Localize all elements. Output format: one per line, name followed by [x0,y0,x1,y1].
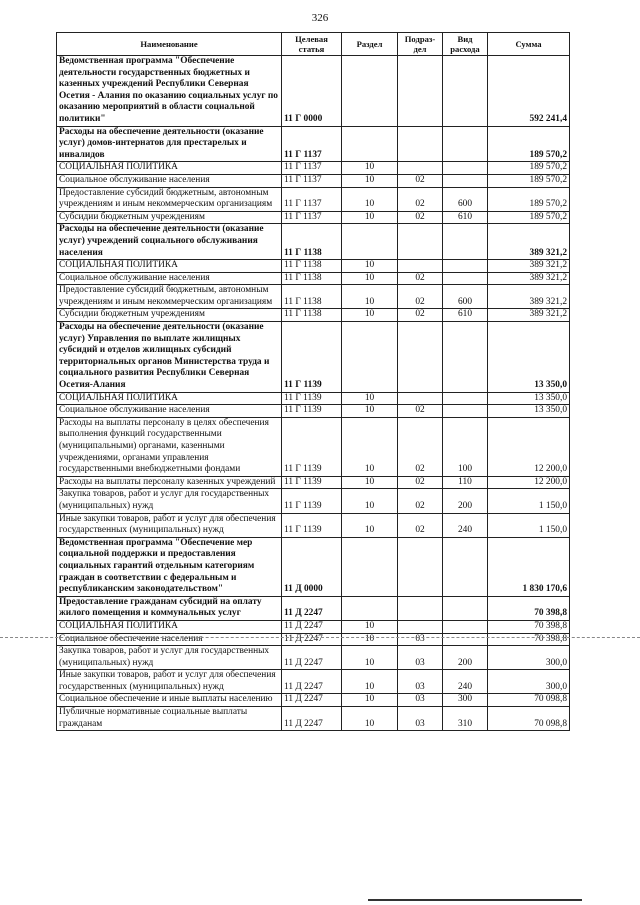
cell-subsection [398,392,443,405]
cell-name: Социальное обеспечение населения [57,633,282,646]
cell-subsection [398,260,443,273]
cell-section: 10 [342,405,398,418]
cell-name: Ведомственная программа "Обеспечение деятельности государственных бюджетных и казенных учреждений Республики Северная Осетия - Алания по оказанию социальных услуг по оказанию мероприятий в области социальной политики" [57,56,282,127]
cell-kind [443,174,488,187]
table-row [57,670,570,694]
cell-subsection [398,56,443,127]
cell-subsection: 03 [398,646,443,670]
cell-kind: 240 [443,513,488,537]
table-row [57,322,570,393]
header-kind: Вид расхода [443,33,488,56]
cell-article: 11 Г 1139 [282,322,342,393]
table-row [57,285,570,309]
cell-sum: 592 241,4 [488,56,570,127]
table-row [57,162,570,175]
cell-kind: 300 [443,694,488,707]
cell-article: 11 Д 2247 [282,670,342,694]
cell-section: 10 [342,309,398,322]
cell-sum: 189 570,2 [488,162,570,175]
cell-sum: 189 570,2 [488,126,570,162]
cell-sum: 389 321,2 [488,285,570,309]
table-row [57,260,570,273]
cell-section: 10 [342,392,398,405]
cell-article: 11 Г 1138 [282,260,342,273]
cell-article: 11 Д 2247 [282,694,342,707]
cell-subsection: 02 [398,417,443,476]
cell-section: 10 [342,694,398,707]
cell-article: 11 Г 1137 [282,126,342,162]
table-row [57,620,570,633]
table-row [57,224,570,260]
cell-name: СОЦИАЛЬНАЯ ПОЛИТИКА [57,260,282,273]
table-row [57,174,570,187]
cell-subsection: 02 [398,272,443,285]
cell-sum: 12 200,0 [488,417,570,476]
cell-sum: 12 200,0 [488,476,570,489]
cell-name: Социальное обслуживание населения [57,272,282,285]
header-section: Раздел [342,33,398,56]
cell-article: 11 Г 1139 [282,417,342,476]
table-row [57,309,570,322]
scan-fold-line [0,637,640,638]
cell-section: 10 [342,513,398,537]
cell-name: СОЦИАЛЬНАЯ ПОЛИТИКА [57,162,282,175]
cell-article: 11 Д 2247 [282,646,342,670]
cell-subsection: 02 [398,405,443,418]
cell-article: 11 Г 1137 [282,162,342,175]
cell-subsection: 02 [398,187,443,211]
table-row [57,187,570,211]
table-row [57,405,570,418]
cell-article: 11 Д 0000 [282,537,342,596]
cell-subsection [398,537,443,596]
cell-article: 11 Д 2247 [282,596,342,620]
table-row [57,694,570,707]
cell-article: 11 Г 1139 [282,405,342,418]
cell-subsection [398,620,443,633]
cell-name: Субсидии бюджетным учреждениям [57,309,282,322]
header-subsection: Подраз-дел [398,33,443,56]
cell-kind [443,596,488,620]
cell-kind [443,322,488,393]
cell-kind [443,260,488,273]
table-row [57,476,570,489]
cell-kind: 200 [443,489,488,513]
cell-sum: 300,0 [488,646,570,670]
cell-sum: 13 350,0 [488,392,570,405]
cell-name: Иные закупки товаров, работ и услуг для обеспечения государственных (муниципальных) нужд [57,670,282,694]
cell-subsection [398,596,443,620]
cell-subsection [398,322,443,393]
cell-kind [443,162,488,175]
cell-name: Социальное обслуживание населения [57,174,282,187]
cell-sum: 70 398,8 [488,633,570,646]
cell-name: Предоставление субсидий бюджетным, автономным учреждениям и иным некоммерческим организациям [57,285,282,309]
page-number: 326 [311,12,329,24]
cell-section: 10 [342,211,398,224]
cell-name: Расходы на выплаты персоналу казенных учреждений [57,476,282,489]
cell-subsection [398,224,443,260]
cell-section [342,596,398,620]
cell-section [342,126,398,162]
budget-table [56,32,570,731]
table-row [57,489,570,513]
cell-kind [443,126,488,162]
cell-section: 10 [342,174,398,187]
cell-section: 10 [342,633,398,646]
table-row [57,707,570,731]
cell-kind: 610 [443,309,488,322]
cell-article: 11 Г 1137 [282,187,342,211]
cell-article: 11 Д 2247 [282,633,342,646]
cell-kind: 310 [443,707,488,731]
cell-subsection: 02 [398,513,443,537]
cell-name: Закупка товаров, работ и услуг для государственных (муниципальных) нужд [57,489,282,513]
cell-name: Социальное обеспечение и иные выплаты населению [57,694,282,707]
cell-sum: 389 321,2 [488,260,570,273]
cell-kind [443,537,488,596]
table-row [57,211,570,224]
cell-sum: 13 350,0 [488,405,570,418]
cell-kind [443,405,488,418]
cell-subsection: 02 [398,476,443,489]
header-sum: Сумма [488,33,570,56]
table-row [57,596,570,620]
cell-kind: 600 [443,285,488,309]
cell-kind [443,224,488,260]
cell-article: 11 Г 1138 [282,285,342,309]
cell-sum: 300,0 [488,670,570,694]
table-row [57,646,570,670]
cell-name: Иные закупки товаров, работ и услуг для обеспечения государственных (муниципальных) нужд [57,513,282,537]
cell-name: Публичные нормативные социальные выплаты гражданам [57,707,282,731]
cell-kind: 600 [443,187,488,211]
cell-article: 11 Г 1137 [282,174,342,187]
cell-article: 11 Г 1138 [282,272,342,285]
cell-section: 10 [342,646,398,670]
footer-rule [368,899,582,901]
cell-sum: 1 150,0 [488,513,570,537]
cell-subsection: 02 [398,211,443,224]
cell-sum: 189 570,2 [488,187,570,211]
cell-article: 11 Д 2247 [282,707,342,731]
cell-section: 10 [342,489,398,513]
header-article: Целевая статья [282,33,342,56]
cell-kind: 240 [443,670,488,694]
cell-section: 10 [342,620,398,633]
cell-kind: 100 [443,417,488,476]
cell-subsection: 02 [398,174,443,187]
cell-article: 11 Г 1139 [282,513,342,537]
cell-sum: 189 570,2 [488,174,570,187]
cell-article: 11 Г 1139 [282,392,342,405]
cell-sum: 13 350,0 [488,322,570,393]
cell-name: СОЦИАЛЬНАЯ ПОЛИТИКА [57,392,282,405]
table-header-row [57,33,570,56]
cell-name: СОЦИАЛЬНАЯ ПОЛИТИКА [57,620,282,633]
cell-subsection: 03 [398,670,443,694]
cell-name: Расходы на обеспечение деятельности (оказание услуг) домов-интернатов для престарелых и инвалидов [57,126,282,162]
cell-name: Расходы на обеспечение деятельности (оказание услуг) учреждений социального обслуживания населения [57,224,282,260]
cell-kind [443,56,488,127]
table-row [57,272,570,285]
cell-section: 10 [342,285,398,309]
table-row [57,392,570,405]
cell-section [342,537,398,596]
cell-subsection: 03 [398,707,443,731]
cell-sum: 70 398,8 [488,596,570,620]
cell-article: 11 Г 1139 [282,476,342,489]
cell-name: Ведомственная программа "Обеспечение мер социальной поддержки и предоставления социальных гарантий отдельным категориям граждан в соответствии с федеральным и республиканским законодательством" [57,537,282,596]
cell-section: 10 [342,162,398,175]
table-row [57,513,570,537]
table-row [57,56,570,127]
cell-name: Закупка товаров, работ и услуг для государственных (муниципальных) нужд [57,646,282,670]
cell-sum: 389 321,2 [488,272,570,285]
cell-subsection: 02 [398,309,443,322]
cell-sum: 389 321,2 [488,224,570,260]
table-row [57,417,570,476]
cell-article: 11 Г 0000 [282,56,342,127]
table-row [57,126,570,162]
cell-section [342,322,398,393]
cell-name: Расходы на выплаты персоналу в целях обеспечения выполнения функций государственными (муниципальными) органами, казенными учреждениями, органами управления государственными внебюджетными фондами [57,417,282,476]
cell-kind [443,392,488,405]
cell-kind [443,633,488,646]
cell-subsection: 03 [398,633,443,646]
cell-section [342,56,398,127]
cell-section: 10 [342,260,398,273]
cell-article: 11 Г 1138 [282,224,342,260]
cell-section: 10 [342,707,398,731]
cell-article: 11 Г 1138 [282,309,342,322]
cell-name: Субсидии бюджетным учреждениям [57,211,282,224]
cell-sum: 70 098,8 [488,694,570,707]
table-body [57,56,570,731]
cell-subsection [398,126,443,162]
cell-kind [443,620,488,633]
cell-kind: 610 [443,211,488,224]
cell-article: 11 Г 1137 [282,211,342,224]
cell-kind: 200 [443,646,488,670]
cell-name: Расходы на обеспечение деятельности (оказание услуг) Управления по выплате жилищных субсидий и отделов жилищных субсидий территориальных органов Министерства труда и социального развития Республики Северная Осетия-Алания [57,322,282,393]
cell-section: 10 [342,670,398,694]
cell-section: 10 [342,272,398,285]
cell-sum: 389 321,2 [488,309,570,322]
cell-sum: 70 098,8 [488,707,570,731]
table-row [57,633,570,646]
cell-subsection [398,162,443,175]
cell-section [342,224,398,260]
cell-article: 11 Г 1139 [282,489,342,513]
cell-section: 10 [342,187,398,211]
cell-kind: 110 [443,476,488,489]
cell-subsection: 02 [398,489,443,513]
cell-sum: 1 150,0 [488,489,570,513]
cell-name: Социальное обслуживание населения [57,405,282,418]
cell-name: Предоставление гражданам субсидий на оплату жилого помещения и коммунальных услуг [57,596,282,620]
cell-sum: 70 398,8 [488,620,570,633]
cell-subsection: 02 [398,285,443,309]
cell-name: Предоставление субсидий бюджетным, автономным учреждениям и иным некоммерческим организациям [57,187,282,211]
table-row [57,537,570,596]
cell-article: 11 Д 2247 [282,620,342,633]
cell-sum: 189 570,2 [488,211,570,224]
cell-sum: 1 830 170,6 [488,537,570,596]
cell-section: 10 [342,417,398,476]
cell-subsection: 03 [398,694,443,707]
cell-section: 10 [342,476,398,489]
cell-kind [443,272,488,285]
header-name: Наименование [57,33,282,56]
